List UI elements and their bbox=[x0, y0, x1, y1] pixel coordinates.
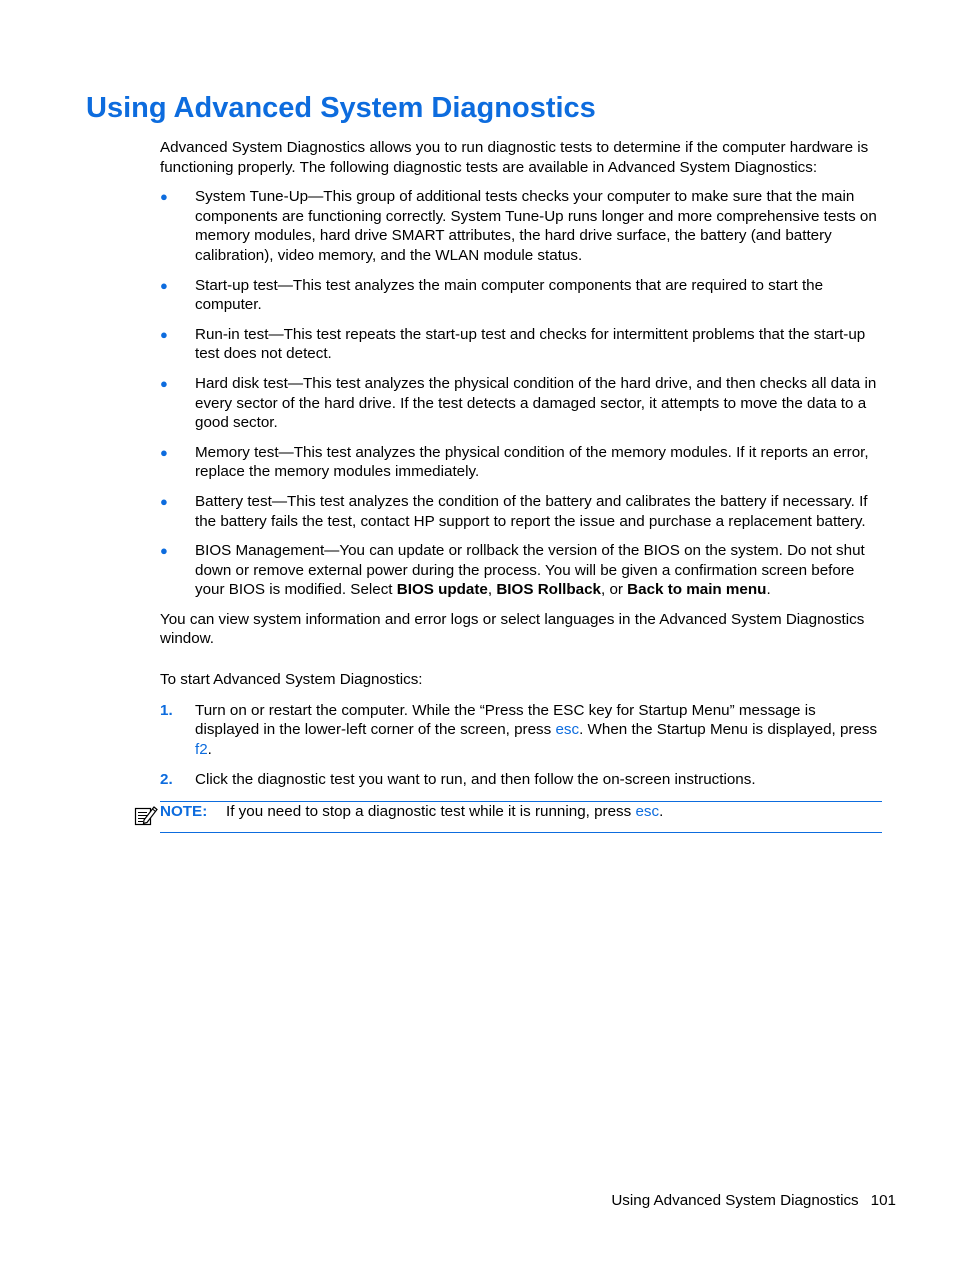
step-text: Click the diagnostic test you want to run, and then follow the on-screen instructions. bbox=[195, 771, 756, 789]
list-item-text: Memory test—This test analyzes the physical condition of the memory modules. If it reports an error, replace the memory modules immediately. bbox=[195, 443, 869, 481]
list-item-text: System Tune-Up—This group of additional tests checks your computer to make sure that the main components are functioning correctly. System Tune-Up runs longer and more comprehensive tests on memory modules, hard drive SMART attributes, the hard drive surface, the battery (and battery calibration), video memory, and the WLAN module status. bbox=[195, 188, 877, 264]
separator: , or bbox=[601, 581, 628, 599]
page-title: Using Advanced System Diagnostics bbox=[86, 92, 596, 124]
bios-text: BIOS Management—You can update or rollback the version of the BIOS on the system. Do not shut down or remove external power during the process. You will be given a confirmation screen before your BIOS is modified. Select bbox=[195, 542, 865, 599]
steps-list bbox=[160, 701, 882, 790]
start-paragraph: To start Advanced System Diagnostics: bbox=[160, 671, 423, 689]
f2-key-link[interactable]: f2 bbox=[195, 740, 208, 758]
list-item bbox=[160, 492, 882, 531]
page-footer bbox=[611, 1192, 896, 1209]
step-text: Turn on or restart the computer. While the “Press the ESC key for Startup Menu” message is displayed in the lower-left corner of the screen, press bbox=[195, 701, 816, 739]
list-item-bios bbox=[160, 541, 882, 600]
bios-update-option: BIOS update bbox=[396, 581, 488, 599]
list-item bbox=[160, 325, 882, 364]
period: . bbox=[659, 803, 664, 821]
list-item bbox=[160, 187, 882, 265]
intro-paragraph: Advanced System Diagnostics allows you to run diagnostic tests to determine if the computer hardware is functioning properly. The following diagnostic tests are available in Advanced System Diagnostics: bbox=[160, 139, 869, 176]
esc-key-link[interactable]: esc bbox=[555, 721, 580, 739]
bullet-icon: ● bbox=[160, 326, 168, 342]
bullet-icon: ● bbox=[160, 375, 168, 391]
diagnostic-test-list bbox=[160, 187, 882, 600]
note-box bbox=[160, 801, 882, 833]
page-number: 101 bbox=[870, 1192, 896, 1209]
bullet-icon: ● bbox=[160, 444, 168, 460]
note-label: NOTE: bbox=[160, 803, 208, 821]
step-number: 2. bbox=[160, 771, 173, 789]
list-item-text: Hard disk test—This test analyzes the physical condition of the hard drive, and then checks all data in every sector of the hard drive. If the test detects a damaged sector, it attempts to move the data to a good sector. bbox=[195, 374, 877, 432]
period: . bbox=[766, 581, 771, 599]
bullet-icon: ● bbox=[160, 543, 168, 559]
step-text: . When the Startup Menu is displayed, press bbox=[579, 721, 878, 739]
list-item-text: Start-up test—This test analyzes the main computer components that are required to start the computer. bbox=[195, 276, 824, 314]
list-item bbox=[160, 276, 882, 315]
back-to-main-menu-option: Back to main menu bbox=[627, 581, 767, 599]
list-item-text: Run-in test—This test repeats the start-up test and checks for intermittent problems that the start-up test does not detect. bbox=[195, 325, 866, 363]
footer-section-title: Using Advanced System Diagnostics bbox=[611, 1192, 859, 1209]
list-item bbox=[160, 443, 882, 482]
separator: , bbox=[487, 581, 497, 599]
bullet-icon: ● bbox=[160, 277, 168, 293]
esc-key-link[interactable]: esc bbox=[635, 803, 660, 821]
main-content bbox=[160, 138, 882, 833]
bios-rollback-option: BIOS Rollback bbox=[496, 581, 601, 599]
step-item bbox=[160, 770, 882, 790]
step-number: 1. bbox=[160, 701, 173, 719]
note-text: If you need to stop a diagnostic test while it is running, press bbox=[226, 803, 636, 821]
period: . bbox=[207, 740, 212, 758]
note-icon bbox=[134, 804, 158, 826]
step-item bbox=[160, 701, 882, 760]
view-info-paragraph: You can view system information and error logs or select languages in the Advanced System Diagnostics window. bbox=[160, 610, 865, 648]
list-item bbox=[160, 374, 882, 433]
list-item-text: Battery test—This test analyzes the condition of the battery and calibrates the battery if necessary. If the battery fails the test, contact HP support to report the issue and purchase a replacement battery. bbox=[195, 492, 868, 530]
bullet-icon: ● bbox=[160, 189, 168, 205]
bullet-icon: ● bbox=[160, 493, 168, 509]
